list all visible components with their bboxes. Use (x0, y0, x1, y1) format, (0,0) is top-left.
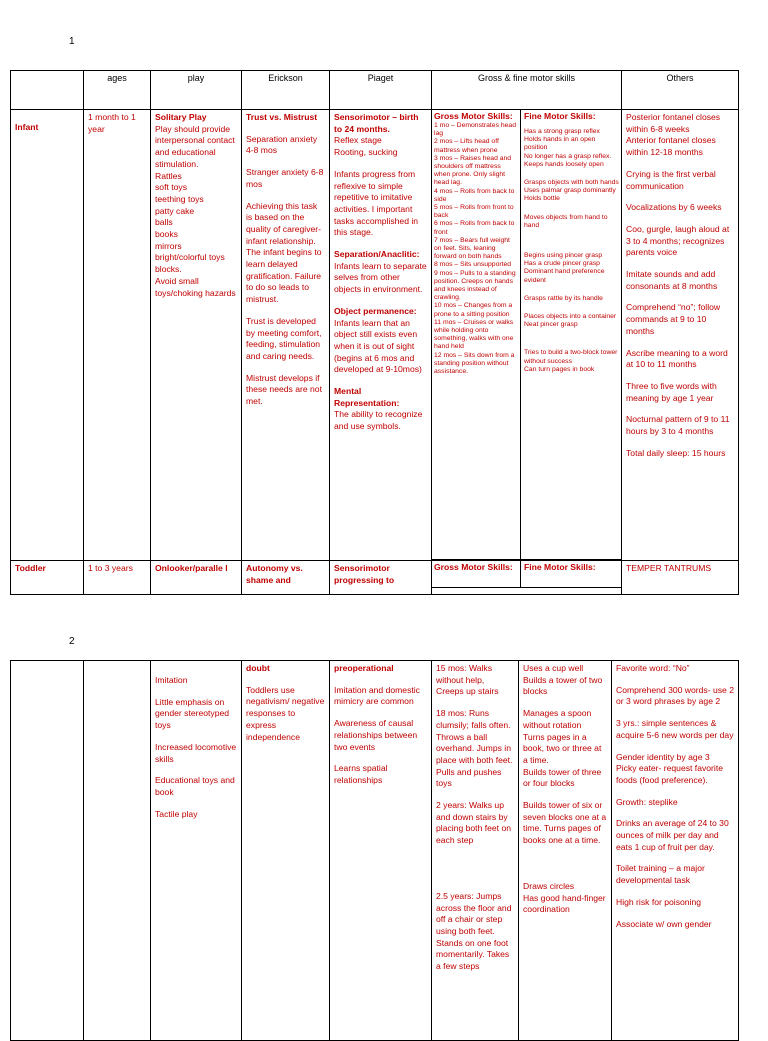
toddler-piaget-2: Awareness of causal relationships between two events (334, 718, 418, 752)
infant-fine-2: Grasps objects with both hands Uses palmar grasp dominantly Holds bottle (524, 179, 619, 203)
infant-piaget-separation-title: Separation/Anaclitic: (334, 249, 420, 260)
toddler-fine-title: Fine Motor Skills: (524, 562, 596, 572)
infant-others-8: Three to five words with meaning by age 1 year (626, 380, 717, 403)
infant-piaget-p1: Reflex stage Rooting, sucking (334, 135, 398, 158)
infant-others-7: Ascribe meaning to a word at 10 to 11 months (626, 347, 728, 370)
infant-fine-6: Places objects into a container Neat pincer grasp (524, 313, 617, 329)
infant-play-text: Play should provide interpersonal contact and educational stimulation. Rattles soft toys teething toys patty cake balls books mirrors bright/colorful toys blocks. Avoid small toys/choking hazards (155, 123, 236, 298)
header-motor-skills: Gross & fine motor skills (432, 71, 622, 110)
infant-fine-1: Has a strong grasp reflex Holds hands in an open position No longer has a grasp reflex. Keeps hands loosely open (524, 128, 612, 168)
page-number-1: 1 (69, 36, 75, 47)
toddler-cont-label (11, 661, 84, 1041)
toddler-gross-4: 2.5 years: Jumps across the floor and off a chair or step using both feet. Stands on one foot momentarily. Takes a few steps (436, 890, 512, 972)
infant-age: 1 month to 1 year (84, 110, 151, 561)
infant-gross-motor (432, 110, 522, 559)
infant-others-2: Crying is the first verbal communication (626, 168, 716, 191)
infant-others-10: Total daily sleep: 15 hours (626, 447, 726, 458)
toddler-play-5: Tactile play (155, 808, 198, 819)
toddler-others-6: Drinks an average of 24 to 30 ounces of milk per day and eats 1 cup of fruit per day. (616, 818, 729, 852)
toddler-others-8: High risk for poisoning (616, 896, 702, 907)
toddler-cont-fine-motor (519, 661, 612, 1041)
toddler-erickson-text: Toddlers use negativism/ negative responses to express independence (246, 684, 325, 742)
infant-erickson-title: Trust vs. Mistrust (246, 112, 318, 122)
infant-others-5: Imitate sounds and add consonants at 8 months (626, 269, 718, 291)
infant-gross-title: Gross Motor Skills: (434, 111, 513, 121)
toddler-fine-1: Uses a cup well Builds a tower of two blocks (523, 663, 603, 697)
infant-others-4: Coo, gurgle, laugh aloud at 3 to 4 months; recognizes parents voice (626, 223, 730, 258)
infant-fine-5: Grasps rattle by its handle (524, 294, 603, 302)
infant-piaget (330, 110, 432, 561)
infant-others-1: Posterior fontanel closes within 6-8 weeks Anterior fontanel closes within 12-18 months (626, 112, 721, 158)
toddler-cont-age (84, 661, 151, 1041)
infant-piaget-mental-title: Mental Representation: (334, 386, 400, 408)
toddler-gross-1: 15 mos: Walks without help, Creeps up stairs (436, 663, 499, 697)
toddler-play-2: Little emphasis on gender stereotyped toys (155, 696, 230, 731)
infant-erickson (242, 110, 330, 561)
toddler-gross-2: 18 mos: Runs clumsily; falls often. Throws a ball overhand. Jumps in place with both feet. Pulls and pushes toys (436, 708, 513, 789)
toddler-others-7: Toilet training – a major developmental task (616, 863, 705, 886)
infant-erickson-p4: Trust is developed by meeting comfort, feeding, stimulation and caring needs. (246, 315, 322, 361)
header-piaget: Piaget (330, 71, 432, 110)
infant-others-6: Comprehend “no”; follow commands at 9 to 10 months (626, 302, 721, 336)
toddler-cont-erickson (242, 661, 330, 1041)
toddler-play: Onlooker/paralle l (151, 561, 242, 595)
toddler-cont-others (612, 661, 739, 1041)
infant-play-title: Solitary Play (155, 112, 207, 122)
infant-others-3: Vocalizations by 6 weeks (626, 202, 722, 213)
toddler-others-9: Associate w/ own gender (616, 918, 712, 929)
infant-piaget-object-title: Object permanence: (334, 305, 417, 316)
infant-others-9: Nocturnal pattern of 9 to 11 hours by 3 to 4 months (626, 414, 730, 437)
infant-piaget-object-text: Infants learn that an object still exists even when it is out of sight (begins at 6 mos and developed at 9-10mos) (334, 317, 422, 375)
header-others: Others (622, 71, 739, 110)
toddler-others-4: Gender identity by age 3 Picky eater- request favorite foods (food preference). (616, 751, 723, 785)
infant-fine-4: Begins using pincer grasp Has a crude pincer grasp Dominant hand preference evident (524, 252, 605, 284)
toddler-play-4: Educational toys and book (155, 775, 235, 797)
header-blank (11, 71, 84, 110)
infant-piaget-p2: Infants progress from reflexive to simple repetitive to imitative activities. I important tasks accomplished in this stage. (334, 168, 419, 238)
toddler-erickson-doubt: doubt (246, 663, 270, 673)
infant-gross-text: 1 mo – Demonstrates head lag 2 mos – Lifts head off mattress when prone 3 mos – Raises head and shoulders off mattress when prone. Only slight head lag. 4 mos – Rolls from back to side 5 mos – Rolls from front to back 6 mos – Rolls from back to front 7 mos – Bears full weight on feet. Sits, leaning forward on both hands 8 mos – Sits unsupported 9 mos – Pulls to a standing position. Creeps on hands and knees instead of crawling. 10 mos – Changes from a prone to a sitting position 11 mos – Cruises or walks while holding onto something, walks with one hand held 12 mos – Sits down from a standing position without assistance. (434, 122, 516, 376)
infant-erickson-p3: Achieving this task is based on the quality of caregiver-infant relationship. The infant begins to learn delayed gratification. Failure to do so leads to mistrust. (246, 200, 322, 305)
toddler-motor-box (432, 561, 622, 589)
toddler-others-3: 3 yrs.: simple sentences & acquire 5-6 new words per day (616, 718, 734, 740)
toddler-cont-gross-motor (432, 661, 519, 1041)
toddler-cont-piaget (330, 661, 432, 1041)
infant-fine-3: Moves objects from hand to hand (524, 213, 608, 229)
development-table-page1 (10, 70, 739, 595)
page-number-2: 2 (69, 636, 75, 647)
infant-fine-7: Tries to build a two-block tower without success Can turn pages in book (524, 349, 618, 373)
toddler-piaget: Sensorimotor progressing to (330, 561, 432, 595)
toddler-others-5: Growth: steplike (616, 796, 678, 807)
row-label-toddler: Toddler (11, 561, 84, 595)
infant-erickson-p1: Separation anxiety 4-8 mos (246, 133, 318, 156)
infant-fine-motor (521, 110, 622, 559)
infant-piaget-title: Sensorimotor – birth to 24 months. (334, 112, 419, 134)
toddler-fine-2: Manages a spoon without rotation Turns pages in a book, two or three at a time. Builds tower of three or four blocks (523, 708, 602, 789)
toddler-fine-4: Draws circles Has good hand-finger coordination (523, 880, 606, 915)
toddler-play-1: Imitation (155, 675, 188, 685)
toddler-gross-title: Gross Motor Skills: (432, 561, 522, 587)
toddler-fine-3: Builds tower of six or seven blocks one at a time. Turns pages of books one at a time. (523, 800, 607, 846)
development-table-page2 (10, 660, 739, 1041)
toddler-others-1: Favorite word: “No” (616, 663, 690, 673)
row-label-infant: Infant (11, 110, 84, 561)
infant-motor-box (432, 110, 622, 561)
toddler-age: 1 to 3 years (84, 561, 151, 595)
infant-motor-skills (432, 110, 622, 561)
toddler-cont-play (151, 661, 242, 1041)
toddler-play-3: Increased locomotive skills (155, 741, 237, 764)
toddler-piaget-1: Imitation and domestic mimicry are common (334, 684, 420, 707)
infant-others (622, 110, 739, 561)
header-erickson: Erickson (242, 71, 330, 110)
infant-fine-title: Fine Motor Skills: (524, 111, 596, 121)
toddler-motor-skills (432, 561, 622, 595)
infant-play (151, 110, 242, 561)
header-ages: ages (84, 71, 151, 110)
infant-erickson-p5: Mistrust develops if these needs are not met. (246, 372, 322, 407)
toddler-others: TEMPER TANTRUMS (622, 561, 739, 595)
infant-piaget-mental-text: The ability to recognize and use symbols. (334, 409, 423, 432)
toddler-piaget-3: Learns spatial relationships (334, 763, 388, 785)
toddler-erickson: Autonomy vs. shame and (242, 561, 330, 595)
header-play: play (151, 71, 242, 110)
infant-erickson-p2: Stranger anxiety 6-8 mos (246, 167, 324, 189)
toddler-gross-3: 2 years: Walks up and down stairs by placing both feet on each step (436, 800, 512, 846)
infant-piaget-separation-text: Infants learn to separate selves from other objects in environment. (334, 260, 427, 295)
toddler-others-2: Comprehend 300 words- use 2 or 3 word phrases by age 2 (616, 684, 734, 707)
toddler-piaget-preoperational: preoperational (334, 663, 394, 673)
